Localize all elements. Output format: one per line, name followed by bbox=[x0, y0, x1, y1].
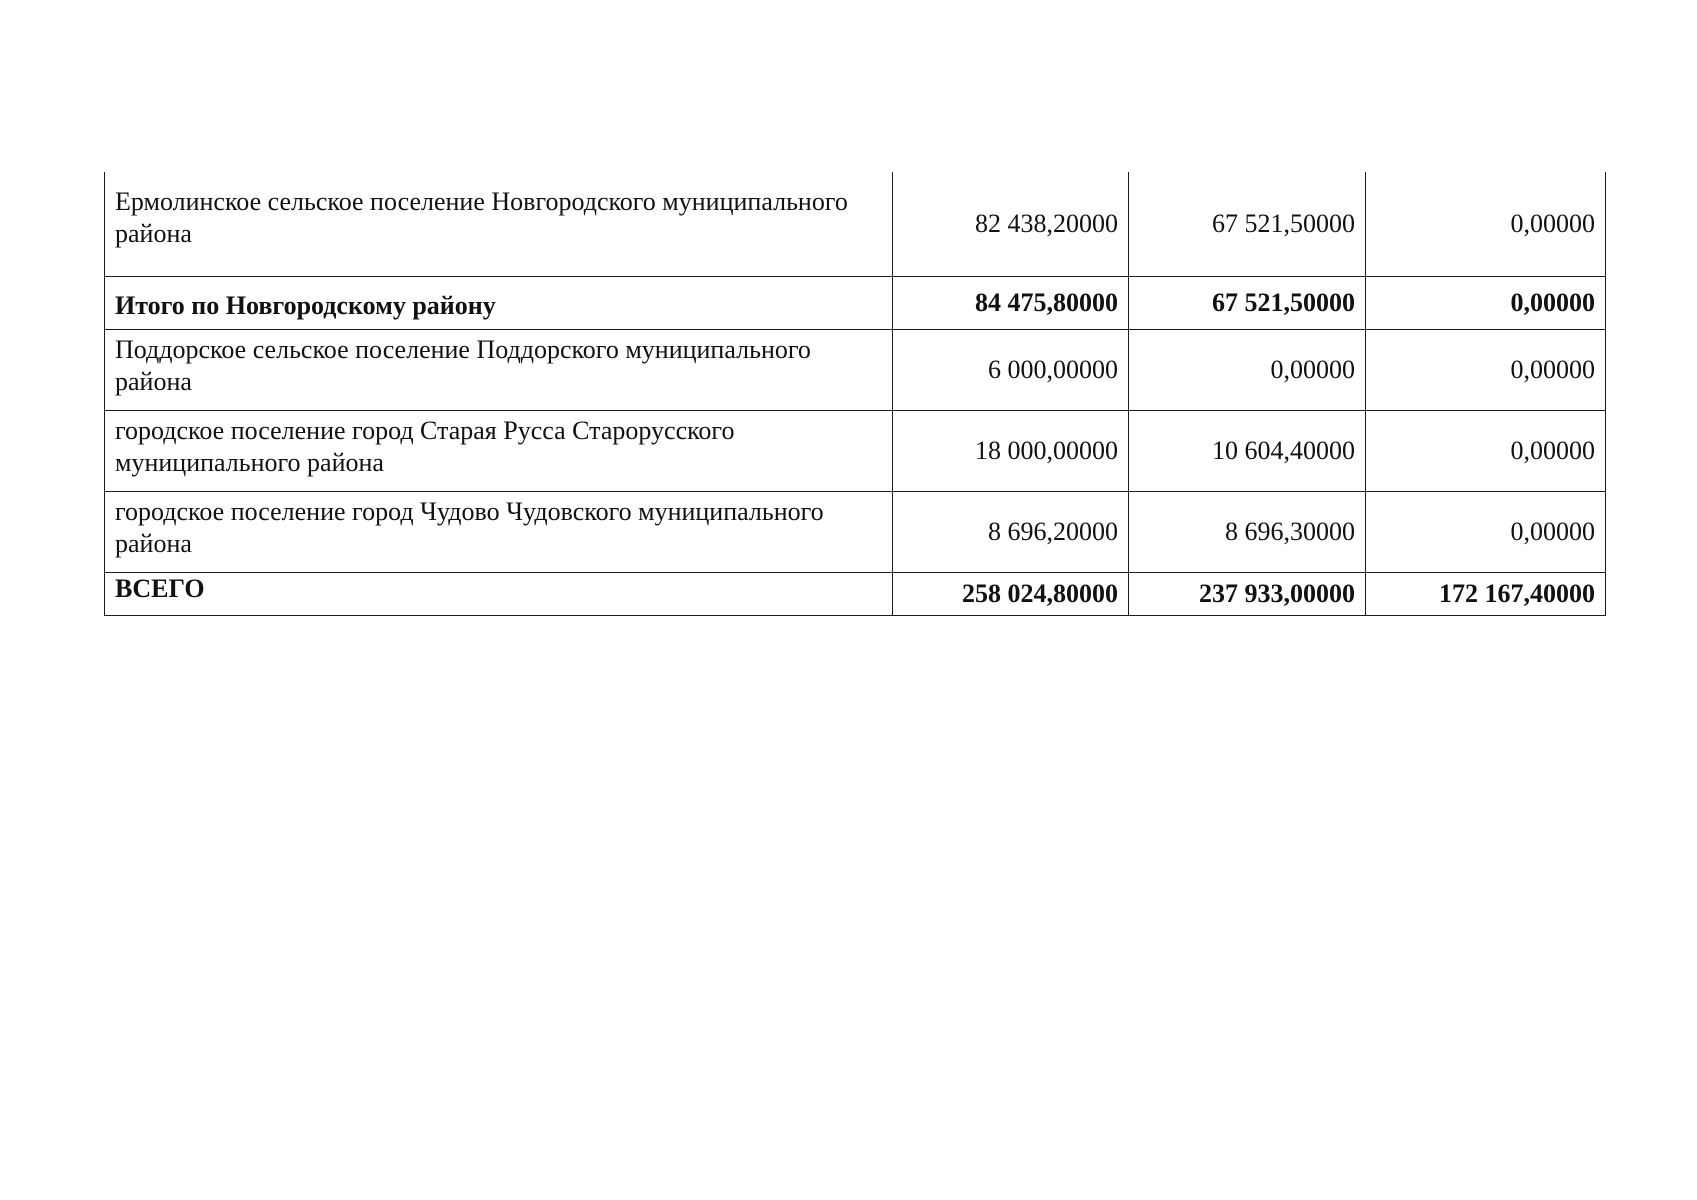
table-row bbox=[105, 330, 1606, 411]
subtotal-row bbox=[105, 277, 1606, 330]
subtotal-value: 84 475,80000 bbox=[893, 277, 1129, 330]
subtotal-value: 0,00000 bbox=[1366, 277, 1606, 330]
row-value-cell: 0,00000 bbox=[1366, 330, 1606, 411]
row-value-cell: 18 000,00000 bbox=[893, 411, 1129, 492]
row-name-cell: городское поселение город Чудово Чудовского муниципального района bbox=[105, 492, 893, 573]
row-value-cell: 67 521,50000 bbox=[1129, 172, 1366, 277]
subtotal-label: Итого по Новгородскому району bbox=[105, 277, 893, 330]
row-value-cell: 82 438,20000 bbox=[893, 172, 1129, 277]
subtotal-value: 67 521,50000 bbox=[1129, 277, 1366, 330]
grand-total-value: 237 933,00000 bbox=[1129, 573, 1366, 616]
row-value-cell: 8 696,30000 bbox=[1129, 492, 1366, 573]
subsidy-table bbox=[104, 172, 1606, 616]
grand-total-row bbox=[105, 573, 1606, 616]
table-row bbox=[105, 411, 1606, 492]
row-value-cell: 8 696,20000 bbox=[893, 492, 1129, 573]
row-value-cell: 0,00000 bbox=[1129, 330, 1366, 411]
grand-total-value: 258 024,80000 bbox=[893, 573, 1129, 616]
grand-total-label: ВСЕГО bbox=[105, 573, 893, 616]
table-row bbox=[105, 492, 1606, 573]
row-value-cell: 0,00000 bbox=[1366, 492, 1606, 573]
row-name-cell: Ермолинское сельское поселение Новгородского муниципального района bbox=[105, 172, 893, 277]
row-value-cell: 10 604,40000 bbox=[1129, 411, 1366, 492]
grand-total-value: 172 167,40000 bbox=[1366, 573, 1606, 616]
row-value-cell: 6 000,00000 bbox=[893, 330, 1129, 411]
row-name-cell: городское поселение город Старая Русса Старорусского муниципального района bbox=[105, 411, 893, 492]
table-row bbox=[105, 172, 1606, 277]
row-name-cell: Поддорское сельское поселение Поддорского муниципального района bbox=[105, 330, 893, 411]
row-value-cell: 0,00000 bbox=[1366, 411, 1606, 492]
row-value-cell: 0,00000 bbox=[1366, 172, 1606, 277]
